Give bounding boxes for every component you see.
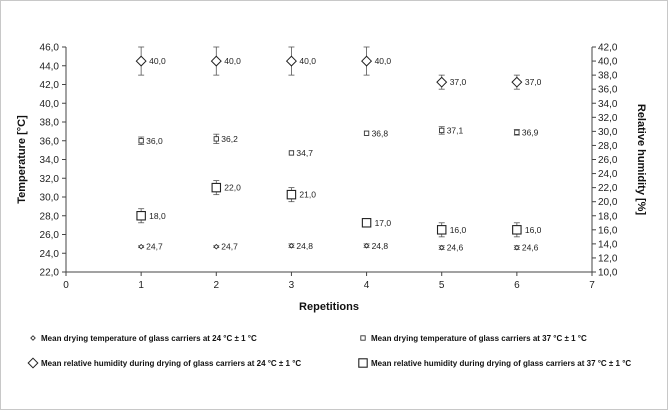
x-tick-label: 1 — [138, 280, 144, 291]
data-label: 16,0 — [524, 224, 542, 235]
data-point — [139, 139, 143, 143]
series-4 — [137, 181, 542, 237]
y-tick-label: 34,0 — [39, 155, 59, 166]
y-tick-label: 40,0 — [39, 98, 59, 110]
legend-item-2 — [361, 334, 587, 343]
y2-tick-label: 38,0 — [598, 70, 618, 82]
data-point — [214, 244, 218, 248]
y2-tick-label: 36,0 — [598, 84, 618, 96]
x-axis-label: Repetitions — [299, 301, 359, 313]
y2-axis-label: Relative humidity [%] — [635, 103, 647, 216]
data-point — [513, 226, 521, 234]
data-point — [512, 77, 522, 87]
y2-tick-label: 12,0 — [598, 253, 618, 265]
data-label: 24,8 — [296, 240, 313, 251]
y2-tick-label: 32,0 — [598, 112, 618, 124]
x-tick-label: 2 — [213, 280, 220, 291]
legend-marker — [28, 358, 38, 368]
legend-label: Mean drying temperature of glass carriers at 37 °C ± 1 °C — [371, 334, 587, 343]
data-label: 36,0 — [146, 135, 163, 146]
y-tick-label: 32,0 — [39, 173, 59, 185]
y2-tick-label: 28,0 — [598, 140, 618, 152]
x-tick-label: 4 — [363, 280, 370, 291]
data-label: 40,0 — [374, 56, 392, 67]
data-point — [362, 219, 370, 227]
y-tick-label: 22,0 — [39, 267, 59, 279]
y-tick-label: 44,0 — [39, 61, 59, 73]
legend-item-1 — [31, 334, 257, 343]
y-tick-label: 36,0 — [39, 136, 59, 148]
data-label: 22,0 — [224, 182, 241, 193]
data-label: 24,7 — [146, 241, 163, 252]
y2-tick-label: 16,0 — [598, 225, 618, 237]
y2-tick-label: 34,0 — [598, 98, 618, 110]
series-2 — [138, 125, 539, 158]
data-label: 24,7 — [221, 241, 238, 252]
x-tick-label: 0 — [63, 280, 69, 291]
data-point — [136, 56, 146, 66]
series-1 — [138, 241, 539, 253]
legend-label: Mean drying temperature of glass carriers at 24 °C ± 1 °C — [41, 334, 257, 343]
series-3 — [136, 47, 541, 89]
legend-marker — [359, 359, 367, 367]
x-tick-label: 3 — [288, 280, 295, 291]
data-label: 36,9 — [521, 127, 539, 138]
data-label: 18,0 — [149, 210, 166, 221]
data-point — [287, 190, 295, 198]
y2-tick-label: 18,0 — [598, 211, 618, 223]
y-tick-label: 26,0 — [39, 230, 59, 241]
y2-tick-label: 26,0 — [598, 155, 618, 166]
legend-item-3 — [28, 358, 301, 368]
legend-marker — [31, 336, 35, 340]
data-point — [211, 56, 221, 66]
data-label: 40,0 — [149, 56, 166, 67]
data-label: 24,6 — [521, 242, 539, 253]
data-marks — [136, 47, 541, 253]
data-label: 40,0 — [299, 56, 316, 67]
y-tick-label: 30,0 — [39, 192, 59, 204]
axes — [16, 43, 647, 314]
data-point — [212, 183, 220, 191]
data-label: 40,0 — [224, 56, 241, 67]
y2-tick-label: 20,0 — [598, 197, 618, 209]
y-tick-label: 42,0 — [39, 80, 59, 91]
legend-marker — [361, 336, 365, 340]
data-label: 34,7 — [296, 147, 313, 158]
data-point — [214, 137, 218, 141]
data-point — [362, 56, 372, 66]
data-point — [137, 212, 145, 220]
data-label: 36,2 — [221, 133, 238, 144]
y2-tick-label: 30,0 — [598, 126, 618, 138]
x-tick-label: 6 — [514, 280, 520, 291]
data-label: 16,0 — [449, 224, 467, 235]
data-point — [438, 226, 446, 234]
x-tick-label: 5 — [438, 280, 445, 291]
legend-label: Mean relative humidity during drying of glass carriers at 37 °C ± 1 °C — [371, 359, 632, 368]
data-label: 17,0 — [374, 217, 392, 228]
y-tick-label: 24,0 — [39, 248, 59, 260]
y-tick-label: 38,0 — [39, 117, 59, 129]
y2-tick-label: 24,0 — [598, 169, 618, 181]
legend-label: Mean relative humidity during drying of glass carriers at 24 °C ± 1 °C — [41, 359, 302, 368]
data-point — [139, 244, 143, 248]
y-axis-label: Temperature [°C] — [16, 115, 28, 204]
data-label: 37,0 — [449, 77, 467, 88]
data-label: 37,0 — [524, 77, 542, 88]
data-point — [289, 151, 293, 155]
data-point — [364, 131, 368, 135]
data-point — [515, 130, 519, 134]
legend — [28, 334, 631, 368]
y2-tick-label: 10,0 — [598, 267, 618, 279]
data-point — [437, 77, 447, 87]
legend-item-4 — [359, 359, 632, 368]
data-label: 24,6 — [446, 242, 464, 253]
x-tick-label: 7 — [589, 280, 595, 291]
y2-tick-label: 42,0 — [598, 42, 618, 54]
data-label: 37,1 — [446, 125, 464, 136]
data-label: 36,8 — [371, 128, 389, 139]
data-point — [287, 56, 297, 66]
data-label: 24,8 — [371, 240, 389, 251]
y2-tick-label: 22,0 — [598, 183, 618, 195]
y2-tick-label: 40,0 — [598, 56, 618, 68]
y-tick-label: 28,0 — [39, 211, 59, 223]
y2-tick-label: 14,0 — [598, 239, 618, 251]
y-tick-label: 46,0 — [39, 42, 59, 54]
data-point — [440, 128, 444, 132]
data-label: 21,0 — [299, 189, 316, 200]
